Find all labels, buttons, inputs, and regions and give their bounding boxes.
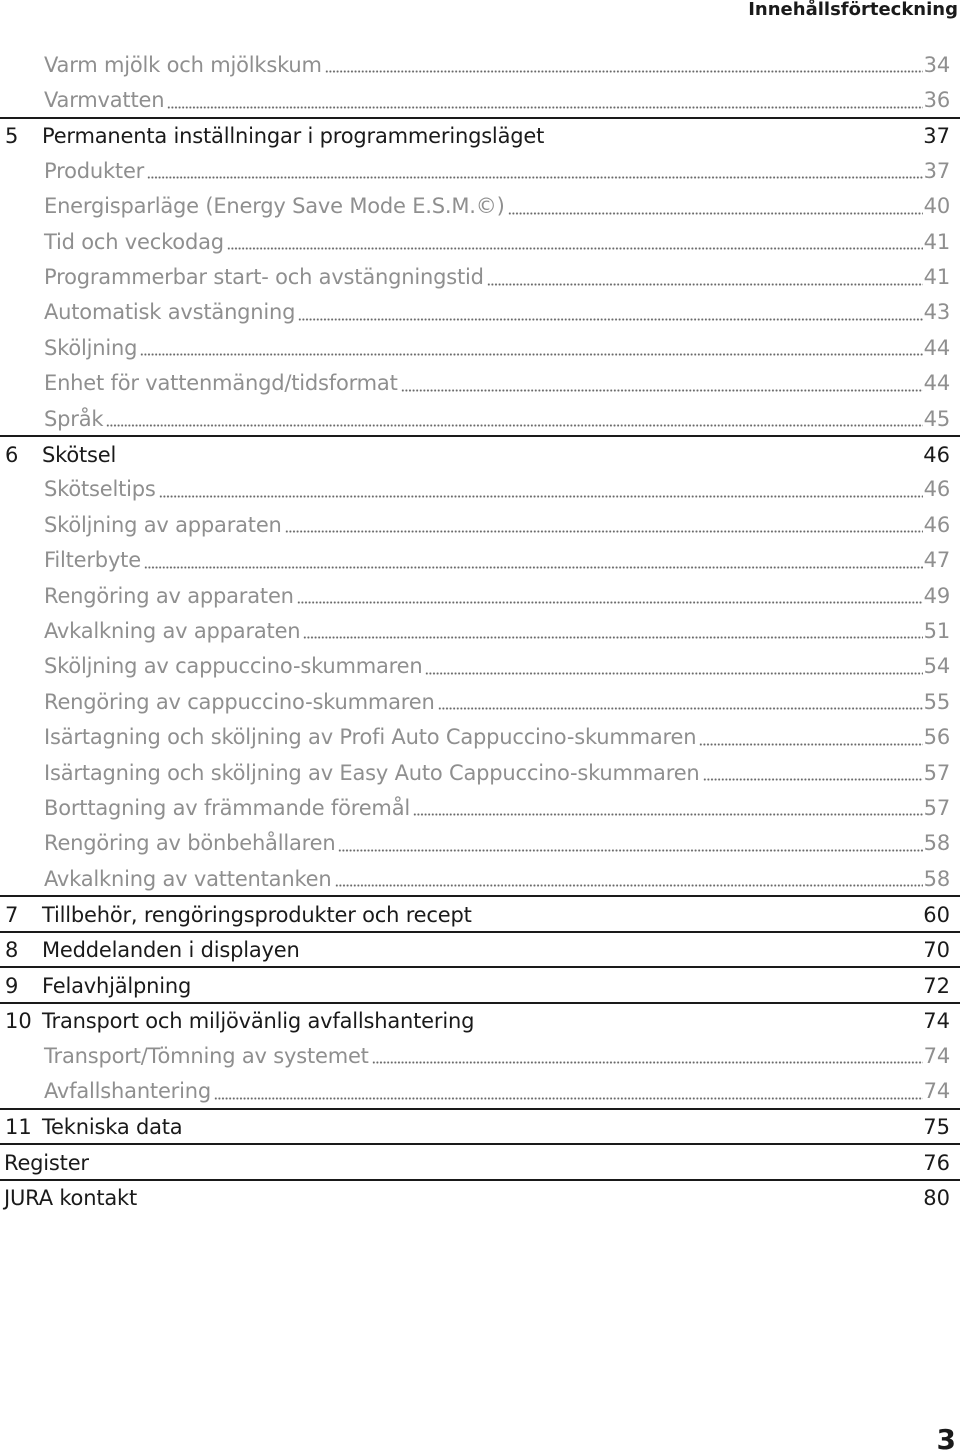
toc-page-number: 56: [923, 725, 950, 750]
toc-section-row[interactable]: [0, 294, 960, 329]
running-header: Innehållsförteckning: [748, 0, 958, 20]
section-title: Rengöring av bönbehållaren: [0, 831, 337, 855]
toc-section-row[interactable]: [0, 860, 960, 895]
section-title: Enhet för vattenmängd/tidsformat: [0, 371, 400, 395]
chapter-title: Register: [4, 1150, 89, 1175]
dot-leader: [699, 727, 922, 748]
section-title: Sköljning: [0, 336, 139, 360]
dot-leader: [487, 267, 923, 288]
toc-page-number: 46: [923, 512, 950, 537]
toc-page-number: 36: [923, 88, 950, 113]
section-title: Varmvatten: [0, 88, 166, 112]
toc-section-row[interactable]: [0, 648, 960, 683]
toc-section-row[interactable]: [0, 365, 960, 400]
table-of-contents: [0, 46, 960, 1214]
toc-page-number: 41: [923, 265, 950, 290]
toc-section-row[interactable]: [0, 825, 960, 860]
toc-section-row[interactable]: [0, 577, 960, 612]
dot-leader: [167, 90, 922, 111]
dot-leader: [703, 762, 923, 783]
toc-page-number: 70: [923, 938, 950, 963]
toc-section-row[interactable]: [0, 1072, 960, 1107]
section-title: Avkalkning av vattentanken: [0, 867, 334, 891]
chapter-number: 5: [5, 124, 19, 149]
toc-chapter-row[interactable]: [0, 435, 960, 470]
section-title: Isärtagning och sköljning av Easy Auto Cappuccino-skummaren: [0, 761, 702, 785]
toc-section-row[interactable]: [0, 718, 960, 753]
toc-section-row[interactable]: [0, 81, 960, 116]
dot-leader: [297, 585, 923, 606]
section-title: Rengöring av apparaten: [0, 584, 296, 608]
toc-page-number: 37: [923, 158, 950, 183]
toc-page-number: 44: [923, 371, 950, 396]
toc-chapter-row[interactable]: [0, 1108, 960, 1143]
toc-section-row[interactable]: [0, 541, 960, 576]
toc-page-number: 74: [923, 1043, 950, 1068]
toc-page-number: 58: [923, 831, 950, 856]
section-title: Energisparläge (Energy Save Mode E.S.M.©): [0, 194, 507, 218]
toc-page-number: 51: [923, 618, 950, 643]
dot-leader: [325, 54, 923, 75]
dot-leader: [508, 196, 923, 217]
toc-page-number: 80: [923, 1186, 950, 1211]
chapter-title: Permanenta inställningar i programmeringsläget: [42, 124, 545, 149]
toc-page-number: 43: [923, 300, 950, 325]
dot-leader: [425, 656, 922, 677]
section-title: Sköljning av cappuccino-skummaren: [0, 654, 424, 678]
toc-page-number: 57: [923, 795, 950, 820]
dot-leader: [285, 514, 923, 535]
chapter-number: 11: [5, 1115, 32, 1140]
toc-page-number: 75: [923, 1115, 950, 1140]
toc-page-number: 55: [923, 689, 950, 714]
toc-page-number: 58: [923, 866, 950, 891]
toc-page-number: 60: [923, 903, 950, 928]
section-title: Filterbyte: [0, 548, 143, 572]
section-title: Avkalkning av apparaten: [0, 619, 302, 643]
toc-section-row[interactable]: [0, 400, 960, 435]
chapter-number: 7: [5, 903, 19, 928]
section-title: Automatisk avstängning: [0, 300, 297, 324]
toc-page-number: 74: [923, 1079, 950, 1104]
toc-section-row[interactable]: [0, 506, 960, 541]
toc-section-row[interactable]: [0, 223, 960, 258]
chapter-title: Meddelanden i displayen: [42, 938, 300, 963]
toc-page-number: 41: [923, 229, 950, 254]
toc-page-number: 44: [923, 335, 950, 360]
section-title: Produkter: [0, 159, 146, 183]
section-title: Rengöring av cappuccino-skummaren: [0, 690, 437, 714]
toc-chapter-row[interactable]: [0, 895, 960, 930]
section-title: Borttagning av främmande föremål: [0, 796, 412, 820]
toc-section-row[interactable]: [0, 789, 960, 824]
section-title: Transport/Tömning av systemet: [0, 1044, 371, 1068]
toc-section-row[interactable]: [0, 258, 960, 293]
toc-section-row[interactable]: [0, 329, 960, 364]
toc-section-row[interactable]: [0, 471, 960, 506]
toc-page-number: 40: [923, 194, 950, 219]
toc-chapter-row[interactable]: [0, 1143, 960, 1178]
dot-leader: [413, 797, 923, 818]
section-title: Programmerbar start- och avstängningstid: [0, 265, 486, 289]
chapter-title: Felavhjälpning: [42, 973, 192, 998]
toc-page-number: 76: [923, 1150, 950, 1175]
dot-leader: [140, 337, 922, 358]
chapter-number: 8: [5, 938, 19, 963]
chapter-number: 9: [5, 973, 19, 998]
toc-section-row[interactable]: [0, 683, 960, 718]
toc-page-number: 49: [923, 583, 950, 608]
chapter-title: Tillbehör, rengöringsprodukter och recept: [42, 903, 472, 928]
section-title: Varm mjölk och mjölkskum: [0, 53, 324, 77]
dot-leader: [298, 302, 922, 323]
section-title: Språk: [0, 407, 105, 431]
toc-page-number: 57: [923, 760, 950, 785]
toc-chapter-row[interactable]: [0, 931, 960, 966]
dot-leader: [106, 408, 922, 429]
toc-section-row[interactable]: [0, 188, 960, 223]
dot-leader: [144, 550, 923, 571]
section-title: Isärtagning och sköljning av Profi Auto Cappuccino-skummaren: [0, 725, 698, 749]
chapter-title: Transport och miljövänlig avfallshantering: [42, 1009, 475, 1034]
toc-section-row[interactable]: [0, 152, 960, 187]
dot-leader: [401, 373, 923, 394]
toc-chapter-row[interactable]: [0, 966, 960, 1001]
page-number: 3: [936, 1423, 956, 1456]
toc-chapter-row[interactable]: [0, 1179, 960, 1214]
toc-page-number: 47: [923, 548, 950, 573]
toc-page-number: 37: [923, 124, 950, 149]
dot-leader: [303, 620, 922, 641]
dot-leader: [335, 868, 923, 889]
toc-page-number: 46: [923, 477, 950, 502]
chapter-title: Skötsel: [42, 442, 117, 467]
toc-page-number: 45: [923, 406, 950, 431]
section-title: Sköljning av apparaten: [0, 513, 284, 537]
dot-leader: [214, 1081, 923, 1102]
toc-chapter-row[interactable]: [0, 1002, 960, 1037]
dot-leader: [227, 231, 923, 252]
toc-section-row[interactable]: [0, 46, 960, 81]
dot-leader: [159, 479, 923, 500]
toc-page-number: 54: [923, 654, 950, 679]
toc-section-row[interactable]: [0, 612, 960, 647]
toc-page-number: 72: [923, 973, 950, 998]
chapter-title: JURA kontakt: [4, 1186, 138, 1211]
section-title: Avfallshantering: [0, 1079, 213, 1103]
dot-leader: [338, 833, 922, 854]
chapter-number: 6: [5, 442, 19, 467]
toc-page-number: 46: [923, 442, 950, 467]
dot-leader: [147, 160, 923, 181]
toc-chapter-row[interactable]: [0, 117, 960, 152]
toc-section-row[interactable]: [0, 754, 960, 789]
chapter-number: 10: [5, 1009, 32, 1034]
toc-page-number: 34: [923, 52, 950, 77]
chapter-title: Tekniska data: [42, 1115, 183, 1140]
toc-section-row[interactable]: [0, 1037, 960, 1072]
dot-leader: [438, 691, 923, 712]
section-title: Tid och veckodag: [0, 230, 226, 254]
toc-page-number: 74: [923, 1009, 950, 1034]
dot-leader: [372, 1045, 923, 1066]
section-title: Skötseltips: [0, 477, 158, 501]
